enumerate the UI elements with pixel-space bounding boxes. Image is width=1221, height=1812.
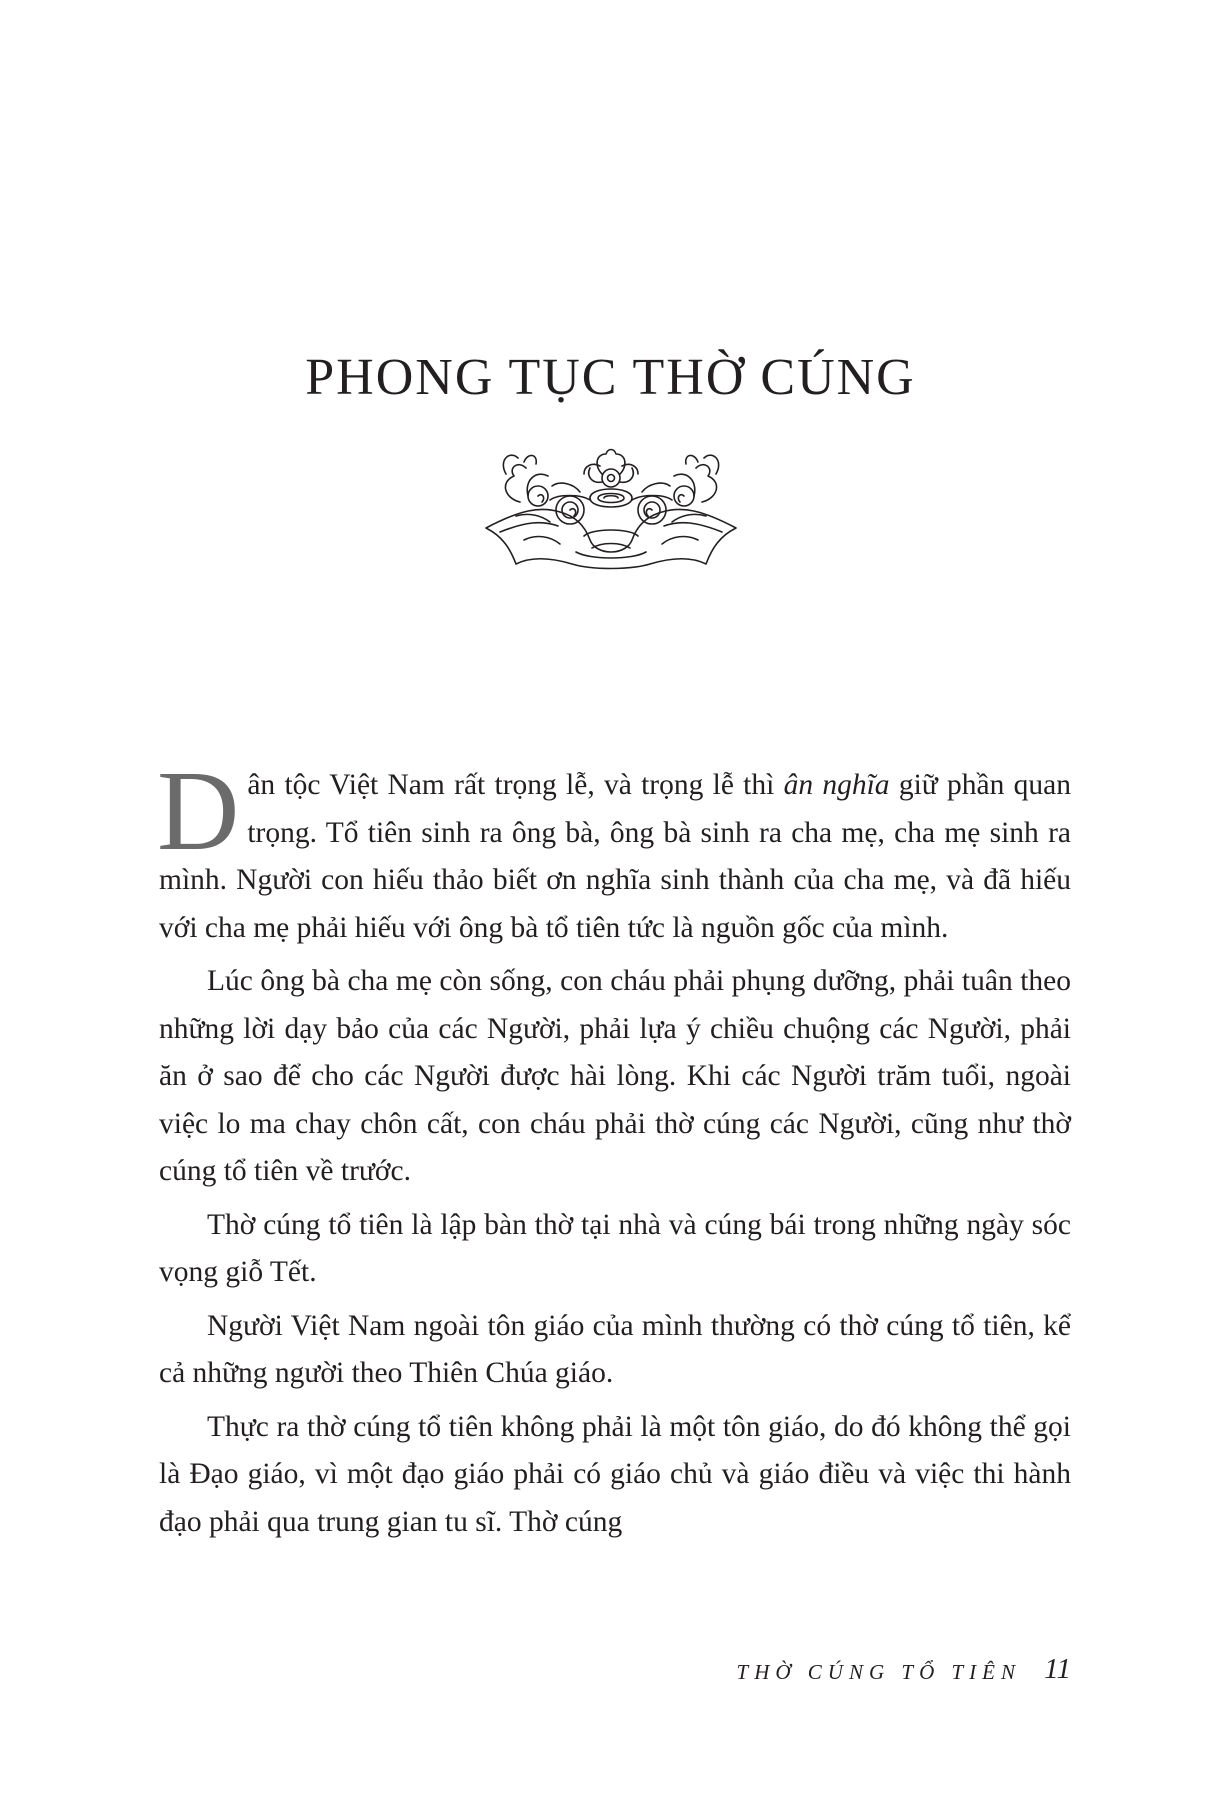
chapter-title: PHONG TỤC THỜ CÚNG xyxy=(305,349,916,406)
paragraph-1-emphasis: ân nghĩa xyxy=(783,769,890,801)
paragraph-1-text-b: giữ phần quan trọng. Tổ tiên sinh ra ông bà, ông bà sinh ra cha mẹ, cha mẹ sinh ra mình. Người con hiếu thảo biết ơn nghĩa sinh thành của cha mẹ, và đã hiếu với cha mẹ phải hiếu với ông bà tổ tiên tức là nguồn gốc của mình. xyxy=(159,769,1071,944)
page-number: 11 xyxy=(1044,1653,1071,1685)
paragraph-2: Lúc ông bà cha mẹ còn sống, con cháu phải phụng dưỡng, phải tuân theo những lời dạy bảo của các Người, phải lựa ý chiều chuộng các Người, phải ăn ở sao để cho các Người được hài lòng. Khi các Người trăm tuổi, ngoài việc lo ma chay chôn cất, con cháu phải thờ cúng các Người, cũng như thờ cúng tổ tiên về trước. xyxy=(159,965,1071,1187)
body-text xyxy=(157,747,1071,1552)
paragraph-1-text-a: ân tộc Việt Nam rất trọng lễ, và trọng lễ thì xyxy=(247,769,784,801)
lotus-scroll-ornament-icon xyxy=(480,440,742,572)
paragraph-3: Thờ cúng tổ tiên là lập bàn thờ tại nhà và cúng bái trong những ngày sóc vọng giỗ Tết. xyxy=(159,1208,1071,1288)
paragraph-4: Người Việt Nam ngoài tôn giáo của mình thường có thờ cúng tổ tiên, kể cả những người theo Thiên Chúa giáo. xyxy=(159,1309,1071,1389)
drop-cap: D xyxy=(157,747,240,874)
running-footer-title: THỜ CÚNG TỔ TIÊN xyxy=(736,1660,1021,1684)
paragraph-1 xyxy=(157,747,1071,952)
paragraph-5: Thực ra thờ cúng tổ tiên không phải là một tôn giáo, do đó không thể gọi là Đạo giáo, vì một đạo giáo phải có giáo chủ và giáo điều và việc thi hành đạo phải qua trung gian tu sĩ. Thờ cúng xyxy=(159,1410,1071,1538)
